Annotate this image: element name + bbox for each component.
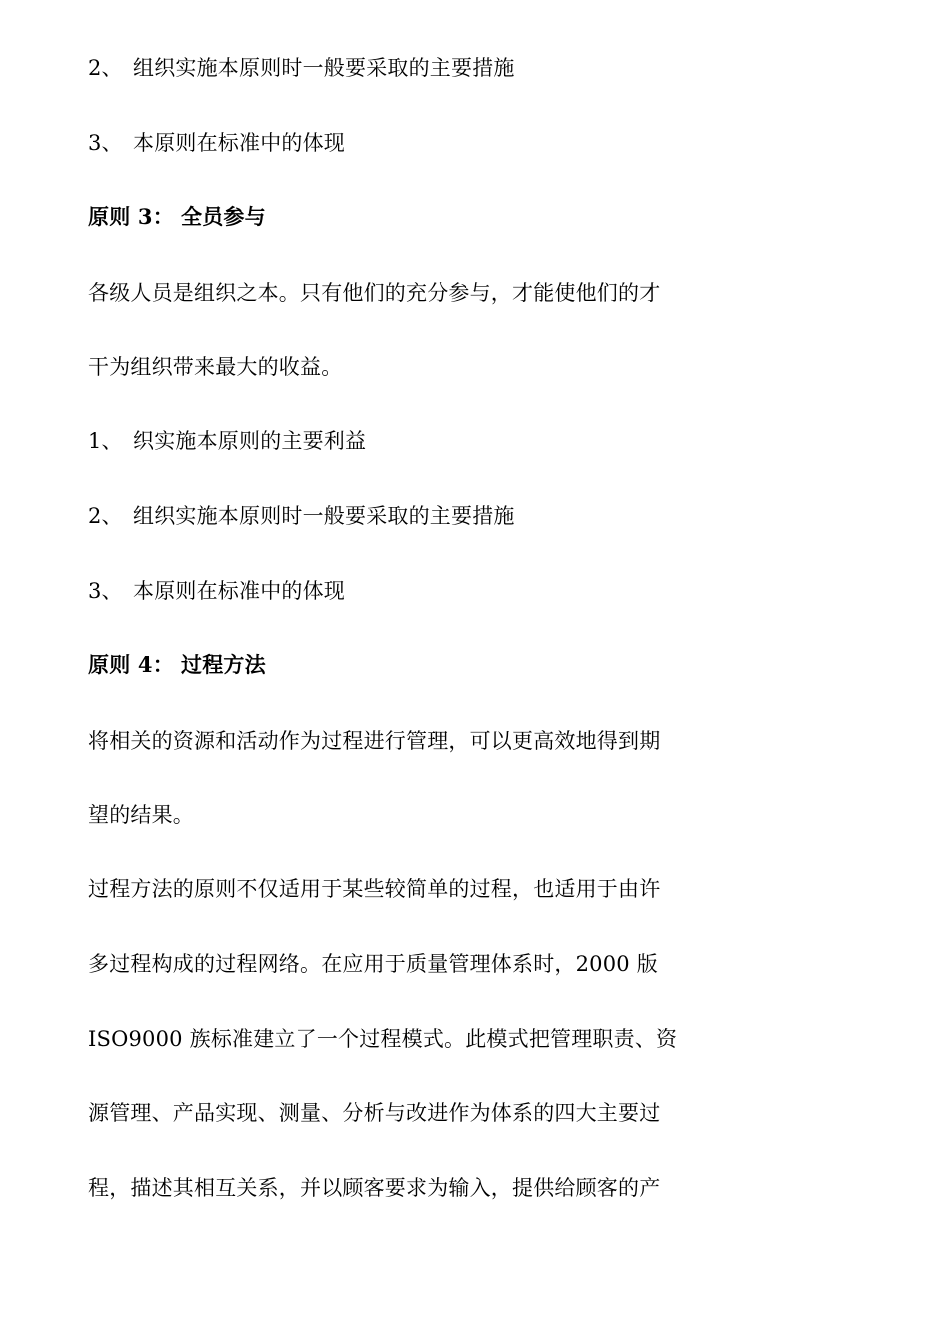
principle-4-label: 原则 4： <box>88 652 174 677</box>
principle-4-title: 过程方法 <box>181 652 266 677</box>
list-item <box>88 427 366 455</box>
list-item-number: 1、 <box>88 429 123 453</box>
paragraph-line: 各级人员是组织之本。只有他们的充分参与，才能使他们的才 <box>88 281 661 305</box>
principle-3-label: 原则 3： <box>88 204 174 229</box>
paragraph-line: 望的结果。 <box>88 803 194 827</box>
principle-4-heading <box>88 651 266 679</box>
list-item-text: 织实施本原则的主要利益 <box>133 429 367 453</box>
paragraph-line: 干为组织带来最大的收益。 <box>88 355 343 379</box>
list-item-text: 本原则在标准中的体现 <box>133 131 345 155</box>
principle-3-heading <box>88 203 266 231</box>
list-item-number: 2、 <box>88 56 123 80</box>
list-item <box>88 129 345 157</box>
list-item-text: 本原则在标准中的体现 <box>133 579 345 603</box>
list-item <box>88 502 515 530</box>
paragraph-line: 过程方法的原则不仅适用于某些较简单的过程，也适用于由许 <box>88 877 661 901</box>
list-item <box>88 54 515 82</box>
list-item-text: 组织实施本原则时一般要采取的主要措施 <box>133 56 515 80</box>
list-item <box>88 577 345 605</box>
list-item-number: 3、 <box>88 131 123 155</box>
paragraph-line: 多过程构成的过程网络。在应用于质量管理体系时，2000 版 <box>88 952 658 976</box>
paragraph-line: 将相关的资源和活动作为过程进行管理，可以更高效地得到期 <box>88 729 661 753</box>
principle-3-title: 全员参与 <box>181 204 266 229</box>
list-item-number: 3、 <box>88 579 123 603</box>
paragraph-line: 源管理、产品实现、测量、分析与改进作为体系的四大主要过 <box>88 1101 661 1125</box>
list-item-text: 组织实施本原则时一般要采取的主要措施 <box>133 504 515 528</box>
list-item-number: 2、 <box>88 504 123 528</box>
paragraph-line: ISO9000 族标准建立了一个过程模式。此模式把管理职责、资 <box>88 1027 678 1051</box>
paragraph-line: 程，描述其相互关系，并以顾客要求为输入，提供给顾客的产 <box>88 1176 661 1200</box>
